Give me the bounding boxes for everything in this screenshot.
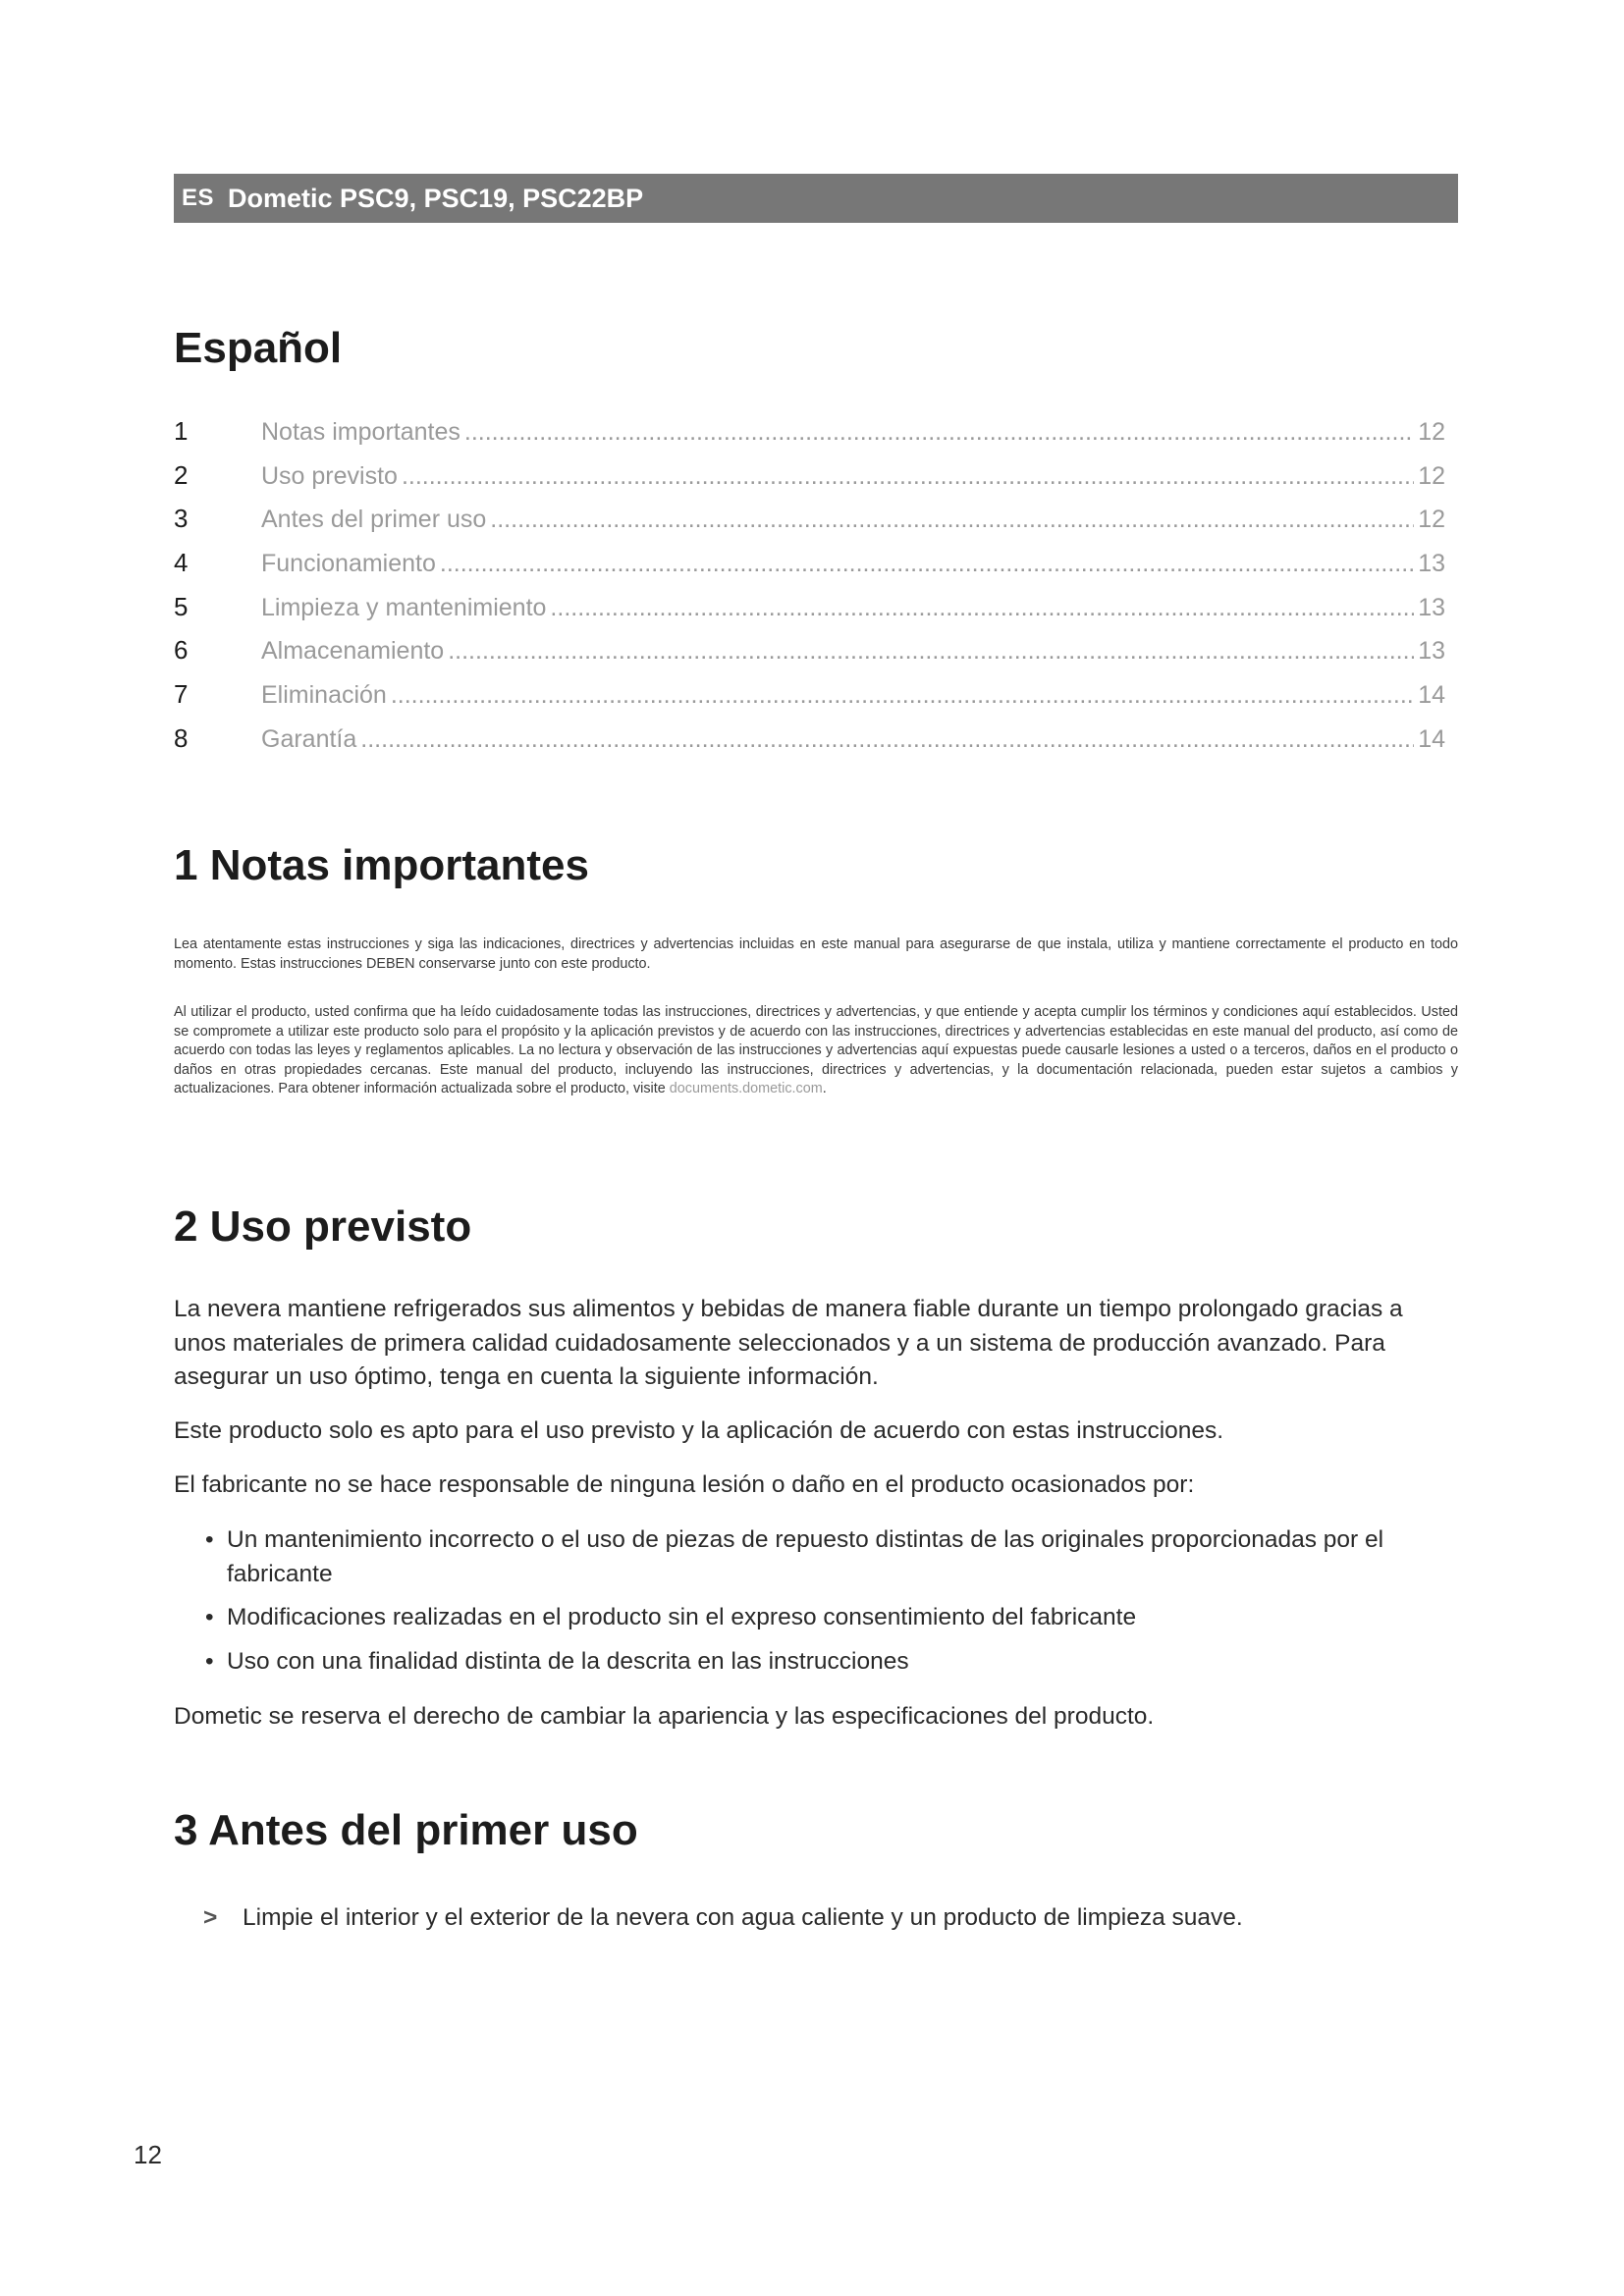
toc-row[interactable] (174, 548, 1445, 592)
toc-leader (391, 681, 1414, 710)
toc-number: 8 (174, 722, 189, 753)
toc-leader (464, 418, 1414, 447)
toc-row[interactable] (174, 416, 1445, 460)
toc-number: 5 (174, 591, 189, 621)
toc-row[interactable] (174, 504, 1445, 548)
uso-paragraph-2: Este producto solo es apto para el uso previsto y la aplicación de acuerdo con estas instrucciones. (174, 1417, 1224, 1444)
toc-leader (550, 594, 1414, 622)
toc-leader (360, 725, 1414, 754)
toc-title: Uso previsto (261, 461, 398, 490)
documents-link[interactable]: documents.dometic.com (669, 1081, 823, 1097)
list-item-text: Un mantenimiento incorrecto o el uso de piezas de repuesto distintas de las originales proporcionadas por el fabricante (227, 1526, 1384, 1587)
toc-page: 12 (1418, 418, 1445, 446)
toc-number: 7 (174, 679, 189, 710)
step-text: Limpie el interior y el exterior de la nevera con agua caliente y un producto de limpieza suave. (243, 1904, 1243, 1931)
notas-paragraph-2-text: Al utilizar el producto, usted confirma que ha leído cuidadosamente todas las instrucciones, directrices y advertencias, y que entiende y acepta cumplir los términos y condiciones aquí establecidos. Usted se compromete a utilizar este producto solo para el propósito y la aplicación previstos y de acuerdo con las instrucciones, directrices y advertencias establecidas en este manual del producto, así como de acuerdo con todas las leyes y reglamentos aplicables. La no lectura y observación de las instrucciones y advertencias aquí expuestas puede causarle lesiones a usted o a terceros, daños en el producto o daños en otras propiedades cercanas. Este manual del producto, incluyendo las instrucciones, directrices y advertencias, y la documentación relacionada, pueden estar sujetos a cambios y actualizaciones. Para obtener información actualizada sobre el producto, visite (174, 1004, 1458, 1097)
language-code: ES (182, 185, 215, 211)
uso-paragraph-4: Dometic se reserva el derecho de cambiar la apariencia y las especificaciones del producto. (174, 1703, 1155, 1730)
toc-page: 13 (1418, 593, 1445, 621)
toc-number: 3 (174, 504, 189, 534)
toc-number: 4 (174, 548, 189, 578)
page-number: 12 (134, 2140, 162, 2169)
bullet-list (205, 1523, 1457, 1688)
toc-row[interactable] (174, 635, 1445, 679)
toc-leader (448, 637, 1414, 666)
table-of-contents (174, 416, 1445, 768)
list-item-text: Modificaciones realizadas en el producto sin el expreso consentimiento del fabricante (227, 1604, 1137, 1630)
header-bar (174, 174, 1458, 223)
toc-page: 13 (1418, 637, 1445, 666)
toc-title: Almacenamiento (261, 637, 445, 666)
toc-page: 12 (1418, 461, 1445, 490)
toc-title: Antes del primer uso (261, 506, 487, 534)
list-item-text: Uso con una finalidad distinta de la descrita en las instrucciones (227, 1647, 909, 1675)
toc-page: 14 (1418, 681, 1445, 710)
toc-number: 1 (174, 416, 189, 446)
toc-row[interactable] (174, 460, 1445, 505)
section-heading-antes: 3 Antes del primer uso (174, 1806, 638, 1854)
link-suffix: . (822, 1081, 827, 1097)
main-title: Español (174, 324, 343, 372)
toc-page: 12 (1418, 506, 1445, 534)
toc-title: Eliminación (261, 681, 387, 710)
toc-leader (490, 506, 1414, 534)
toc-page: 13 (1418, 550, 1445, 578)
list-item (205, 1523, 1457, 1591)
toc-number: 6 (174, 635, 189, 666)
section-heading-notas: 1 Notas importantes (174, 841, 589, 889)
notas-paragraph-2 (174, 1003, 1458, 1099)
bullet-icon: • (205, 1526, 214, 1553)
toc-leader (440, 550, 1414, 578)
bullet-icon: • (205, 1647, 214, 1675)
notas-paragraph-1: Lea atentamente estas instrucciones y siga las indicaciones, directrices y advertencias incluidas en este manual para asegurarse de que instala, utiliza y mantiene correctamente el producto en todo momento. Estas instrucciones DEBEN conservarse junto con este producto. (174, 936, 1458, 972)
toc-leader (402, 462, 1414, 491)
toc-title: Notas importantes (261, 418, 460, 446)
list-item (205, 1601, 1457, 1635)
toc-title: Limpieza y mantenimiento (261, 593, 547, 621)
toc-number: 2 (174, 459, 189, 490)
toc-row[interactable] (174, 679, 1445, 723)
toc-page: 14 (1418, 724, 1445, 753)
instruction-step (203, 1901, 1243, 1936)
toc-row[interactable] (174, 592, 1445, 636)
section-heading-uso-previsto: 2 Uso previsto (174, 1202, 472, 1251)
uso-paragraph-3: El fabricante no se hace responsable de ninguna lesión o daño en el producto ocasionados por: (174, 1471, 1195, 1498)
toc-title: Funcionamiento (261, 550, 436, 578)
bullet-icon: • (205, 1604, 214, 1630)
toc-title: Garantía (261, 724, 357, 753)
list-item (205, 1645, 1457, 1680)
uso-paragraph-1: La nevera mantiene refrigerados sus alimentos y bebidas de manera fiable durante un tiempo prolongado gracias a unos materiales de primera calidad cuidadosamente seleccionados y a un sistema de producción avanzado. Para asegurar un uso óptimo, tenga en cuenta la siguiente información. (174, 1296, 1403, 1390)
toc-row[interactable] (174, 723, 1445, 768)
chevron-right-icon: > (203, 1904, 218, 1931)
header-title: Dometic PSC9, PSC19, PSC22BP (228, 183, 644, 213)
